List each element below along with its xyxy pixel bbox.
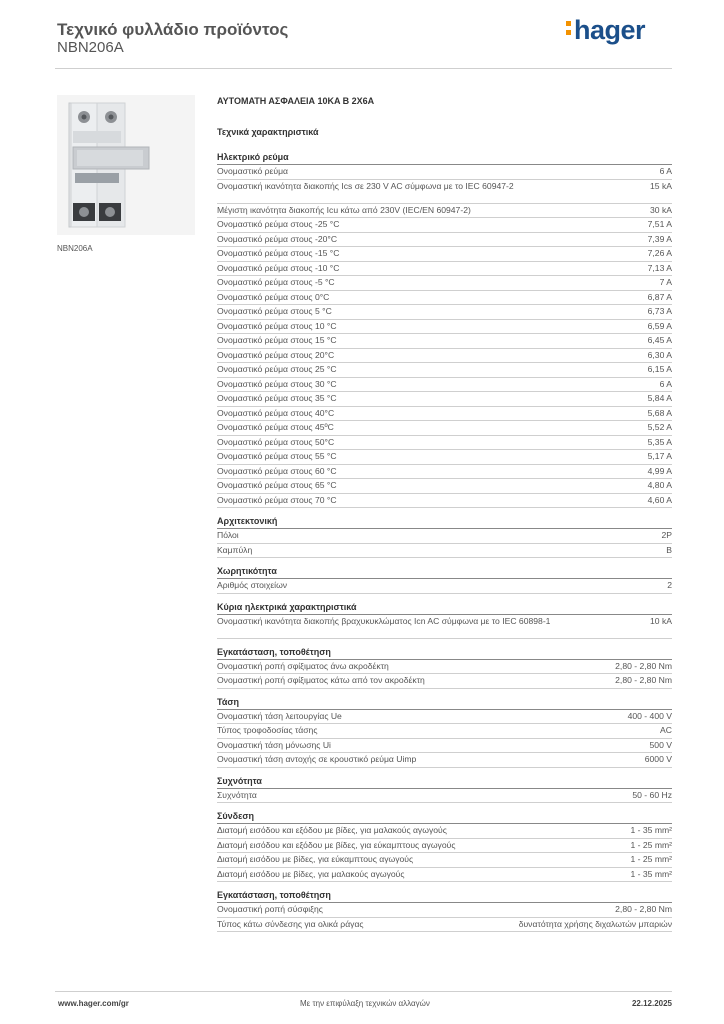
spec-row (217, 320, 672, 335)
logo-dots-icon (566, 21, 571, 39)
spec-value: 6,15 A (647, 364, 672, 374)
spec-label: Ονομαστικό ρεύμα στους 40°C (217, 407, 335, 418)
section-title: Αρχιτεκτονική (217, 515, 672, 529)
spec-value: 50 - 60 Hz (632, 789, 672, 800)
spec-row (217, 839, 672, 854)
spec-value: AC (660, 725, 672, 735)
spec-value: 4,99 A (647, 465, 672, 476)
spec-row (217, 824, 672, 839)
spec-value: 5,35 A (647, 436, 672, 447)
spec-label: Ονομαστικό ρεύμα στους -20°C (217, 233, 338, 244)
spec-label: Διατομή εισόδου με βίδες, για εύκαμπτους αγωγούς (217, 854, 414, 864)
section-title: Χωρητικότητα (217, 565, 672, 579)
spec-row (217, 334, 672, 349)
spec-value: 6,73 A (647, 306, 672, 316)
spec-row (217, 305, 672, 320)
spec-row (217, 739, 672, 754)
spec-row (217, 262, 672, 277)
spec-row (217, 674, 672, 689)
spec-row (217, 710, 672, 725)
spec-label: Ονομαστική ροπή σύσφιξης (217, 904, 323, 914)
spec-label: Διατομή εισόδου και εξόδου με βίδες, για μαλακούς αγωγούς (217, 825, 447, 835)
spec-row (217, 180, 672, 204)
hager-logo[interactable] (566, 15, 645, 46)
spec-value: 10 kA (650, 615, 672, 626)
spec-value: 6,30 A (647, 349, 672, 360)
product-image (57, 95, 195, 235)
spec-section (217, 646, 672, 689)
section-title: Εγκατάσταση, τοποθέτηση (217, 646, 672, 660)
spec-section (217, 151, 672, 508)
footer-date: 22.12.2025 (631, 999, 672, 1008)
spec-row (217, 421, 672, 436)
spec-label: Πόλοι (217, 530, 239, 540)
spec-row (217, 903, 672, 918)
spec-value: 1 - 25 mm² (630, 854, 672, 864)
spec-label: Ονομαστικό ρεύμα στους -25 °C (217, 219, 340, 229)
spec-label: Ονομαστική τάση αντοχής σε κρουστικό ρεύμα Uimp (217, 754, 417, 764)
spec-row (217, 407, 672, 422)
spec-value: 6,59 A (647, 320, 672, 331)
spec-row (217, 378, 672, 393)
spec-label: Ονομαστικό ρεύμα στους 5 °C (217, 306, 332, 316)
spec-label: Καμπύλη (217, 544, 253, 555)
section-title: Κύρια ηλεκτρικά χαρακτηριστικά (217, 601, 672, 615)
spec-label: Ονομαστικό ρεύμα στους 35 °C (217, 393, 337, 403)
spec-value: 4,80 A (647, 480, 672, 490)
spec-row (217, 436, 672, 451)
spec-value: 500 V (649, 739, 672, 750)
footer-note: Με την επιφύλαξη τεχνικών αλλαγών (300, 999, 430, 1008)
spec-value: 1 - 35 mm² (630, 868, 672, 879)
spec-label: Ονομαστικό ρεύμα στους 65 °C (217, 480, 337, 490)
spec-label: Μέγιστη ικανότητα διακοπής Icu κάτω από 230V (IEC/EN 60947-2) (217, 204, 471, 215)
spec-row (217, 204, 672, 219)
spec-row (217, 165, 672, 180)
spec-row (217, 494, 672, 509)
spec-value: 400 - 400 V (627, 710, 672, 721)
section-title: Συχνότητα (217, 775, 672, 789)
spec-section (217, 696, 672, 768)
spec-label: Ονομαστική ροπή σφίξιματος άνω ακροδέκτη (217, 660, 389, 671)
spec-row (217, 868, 672, 883)
spec-subtitle: Τεχνικά χαρακτηριστικά (217, 127, 319, 137)
spec-row (217, 392, 672, 407)
spec-section (217, 515, 672, 558)
spec-value: 2,80 - 2,80 Nm (615, 904, 672, 914)
spec-value: 5,84 A (647, 393, 672, 403)
spec-row (217, 918, 672, 933)
section-title: Σύνδεση (217, 810, 672, 824)
spec-value: 7,51 A (647, 219, 672, 229)
footer-divider (55, 991, 672, 992)
spec-row (217, 465, 672, 480)
spec-row (217, 363, 672, 378)
spec-row (217, 789, 672, 804)
footer-website-link[interactable]: www.hager.com/gr (58, 999, 129, 1008)
spec-label: Ονομαστικό ρεύμα (217, 166, 288, 176)
spec-value: 1 - 35 mm² (630, 825, 672, 835)
product-name: ΑΥΤΟΜΑΤΗ ΑΣΦΑΛΕΙΑ 10KA B 2X6A (217, 96, 375, 106)
spec-label: Ονομαστική ικανότητα διακοπής βραχυκυκλώματος Icn AC σύμφωνα με το IEC 60898-1 (217, 615, 551, 626)
spec-value: 7,26 A (647, 248, 672, 258)
spec-row (217, 529, 672, 544)
spec-value: 5,17 A (647, 451, 672, 461)
spec-value: 6,87 A (647, 291, 672, 302)
spec-row (217, 276, 672, 291)
spec-row (217, 349, 672, 364)
spec-row (217, 724, 672, 739)
spec-label: Τύπος κάτω σύνδεσης για ολικά ράγας (217, 918, 364, 929)
section-title: Τάση (217, 696, 672, 710)
spec-label: Ονομαστικό ρεύμα στους 20°C (217, 349, 335, 360)
document-title: Τεχνικό φυλλάδιο προϊόντος (57, 20, 289, 39)
image-caption: NBN206A (57, 244, 93, 253)
spec-label: Ονομαστικό ρεύμα στους 0°C (217, 291, 330, 302)
spec-row (217, 660, 672, 675)
spec-value: 7 A (659, 277, 672, 287)
spec-value: 6,45 A (647, 335, 672, 345)
spec-label: Ονομαστική τάση λειτουργίας Ue (217, 710, 342, 721)
spec-label: Ονομαστικό ρεύμα στους 45ºC (217, 422, 334, 432)
spec-value: 2P (661, 530, 672, 540)
spec-label: Τύπος τροφοδοσίας τάσης (217, 725, 318, 735)
spec-label: Ονομαστικό ρεύμα στους 10 °C (217, 320, 337, 331)
spec-label: Ονομαστικό ρεύμα στους -15 °C (217, 248, 340, 258)
spec-row (217, 218, 672, 233)
spec-value: 7,39 A (647, 233, 672, 244)
spec-row (217, 615, 672, 639)
spec-value: 5,52 A (647, 422, 672, 432)
section-title: Εγκατάσταση, τοποθέτηση (217, 889, 672, 903)
spec-row (217, 233, 672, 248)
spec-value: 2,80 - 2,80 Nm (615, 675, 672, 685)
spec-label: Ονομαστικό ρεύμα στους 60 °C (217, 465, 337, 476)
logo-text: hager (574, 15, 646, 45)
section-title: Ηλεκτρικό ρεύμα (217, 151, 672, 165)
spec-value: 2 (667, 580, 672, 590)
spec-section (217, 601, 672, 639)
spec-row (217, 450, 672, 465)
spec-value: 6 A (659, 378, 672, 389)
spec-label: Ονομαστική ικανότητα διακοπής Ics σε 230 V AC σύμφωνα με το IEC 60947-2 (217, 180, 514, 191)
spec-row (217, 291, 672, 306)
circuit-breaker-icon (57, 95, 195, 235)
spec-label: Διατομή εισόδου και εξόδου με βίδες, για εύκαμπτους αγωγούς (217, 839, 456, 850)
spec-value: 1 - 25 mm² (630, 839, 672, 850)
spec-label: Ονομαστικό ρεύμα στους 55 °C (217, 451, 337, 461)
spec-label: Ονομαστικό ρεύμα στους 30 °C (217, 378, 337, 389)
spec-label: Συχνότητα (217, 789, 257, 800)
spec-value: 5,68 A (647, 407, 672, 418)
spec-section (217, 810, 672, 882)
spec-label: Ονομαστική ροπή σφίξιματος κάτω από τον ακροδέκτη (217, 675, 425, 685)
spec-value: 6 A (659, 166, 672, 176)
spec-label: Αριθμός στοιχείων (217, 580, 288, 590)
spec-row (217, 753, 672, 768)
spec-label: Ονομαστικό ρεύμα στους 50°C (217, 436, 335, 447)
spec-row (217, 853, 672, 868)
spec-label: Ονομαστικό ρεύμα στους 25 °C (217, 364, 337, 374)
spec-section (217, 565, 672, 594)
spec-section (217, 775, 672, 804)
spec-section (217, 889, 672, 932)
spec-label: Ονομαστικό ρεύμα στους 70 °C (217, 494, 337, 505)
spec-sheet (217, 95, 672, 932)
product-code: NBN206A (57, 39, 124, 56)
spec-row (217, 544, 672, 559)
spec-value: 30 kA (650, 204, 672, 215)
spec-value: δυνατότητα χρήσης διχαλωτών μπαριών (518, 918, 672, 929)
spec-value: 2,80 - 2,80 Nm (615, 660, 672, 671)
spec-value: 6000 V (644, 754, 672, 764)
spec-label: Ονομαστικό ρεύμα στους -5 °C (217, 277, 335, 287)
spec-value: 7,13 A (647, 262, 672, 273)
spec-label: Ονομαστικό ρεύμα στους -10 °C (217, 262, 340, 273)
spec-row (217, 579, 672, 594)
header-divider (55, 68, 672, 69)
spec-label: Ονομαστική τάση μόνωσης Ui (217, 739, 331, 750)
spec-row (217, 247, 672, 262)
spec-label: Διατομή εισόδου με βίδες, για μαλακούς αγωγούς (217, 868, 405, 879)
spec-value: 15 kA (650, 180, 672, 191)
spec-value: B (666, 544, 672, 555)
spec-label: Ονομαστικό ρεύμα στους 15 °C (217, 335, 337, 345)
spec-value: 4,60 A (647, 494, 672, 505)
spec-row (217, 479, 672, 494)
spec-sections (217, 151, 672, 932)
